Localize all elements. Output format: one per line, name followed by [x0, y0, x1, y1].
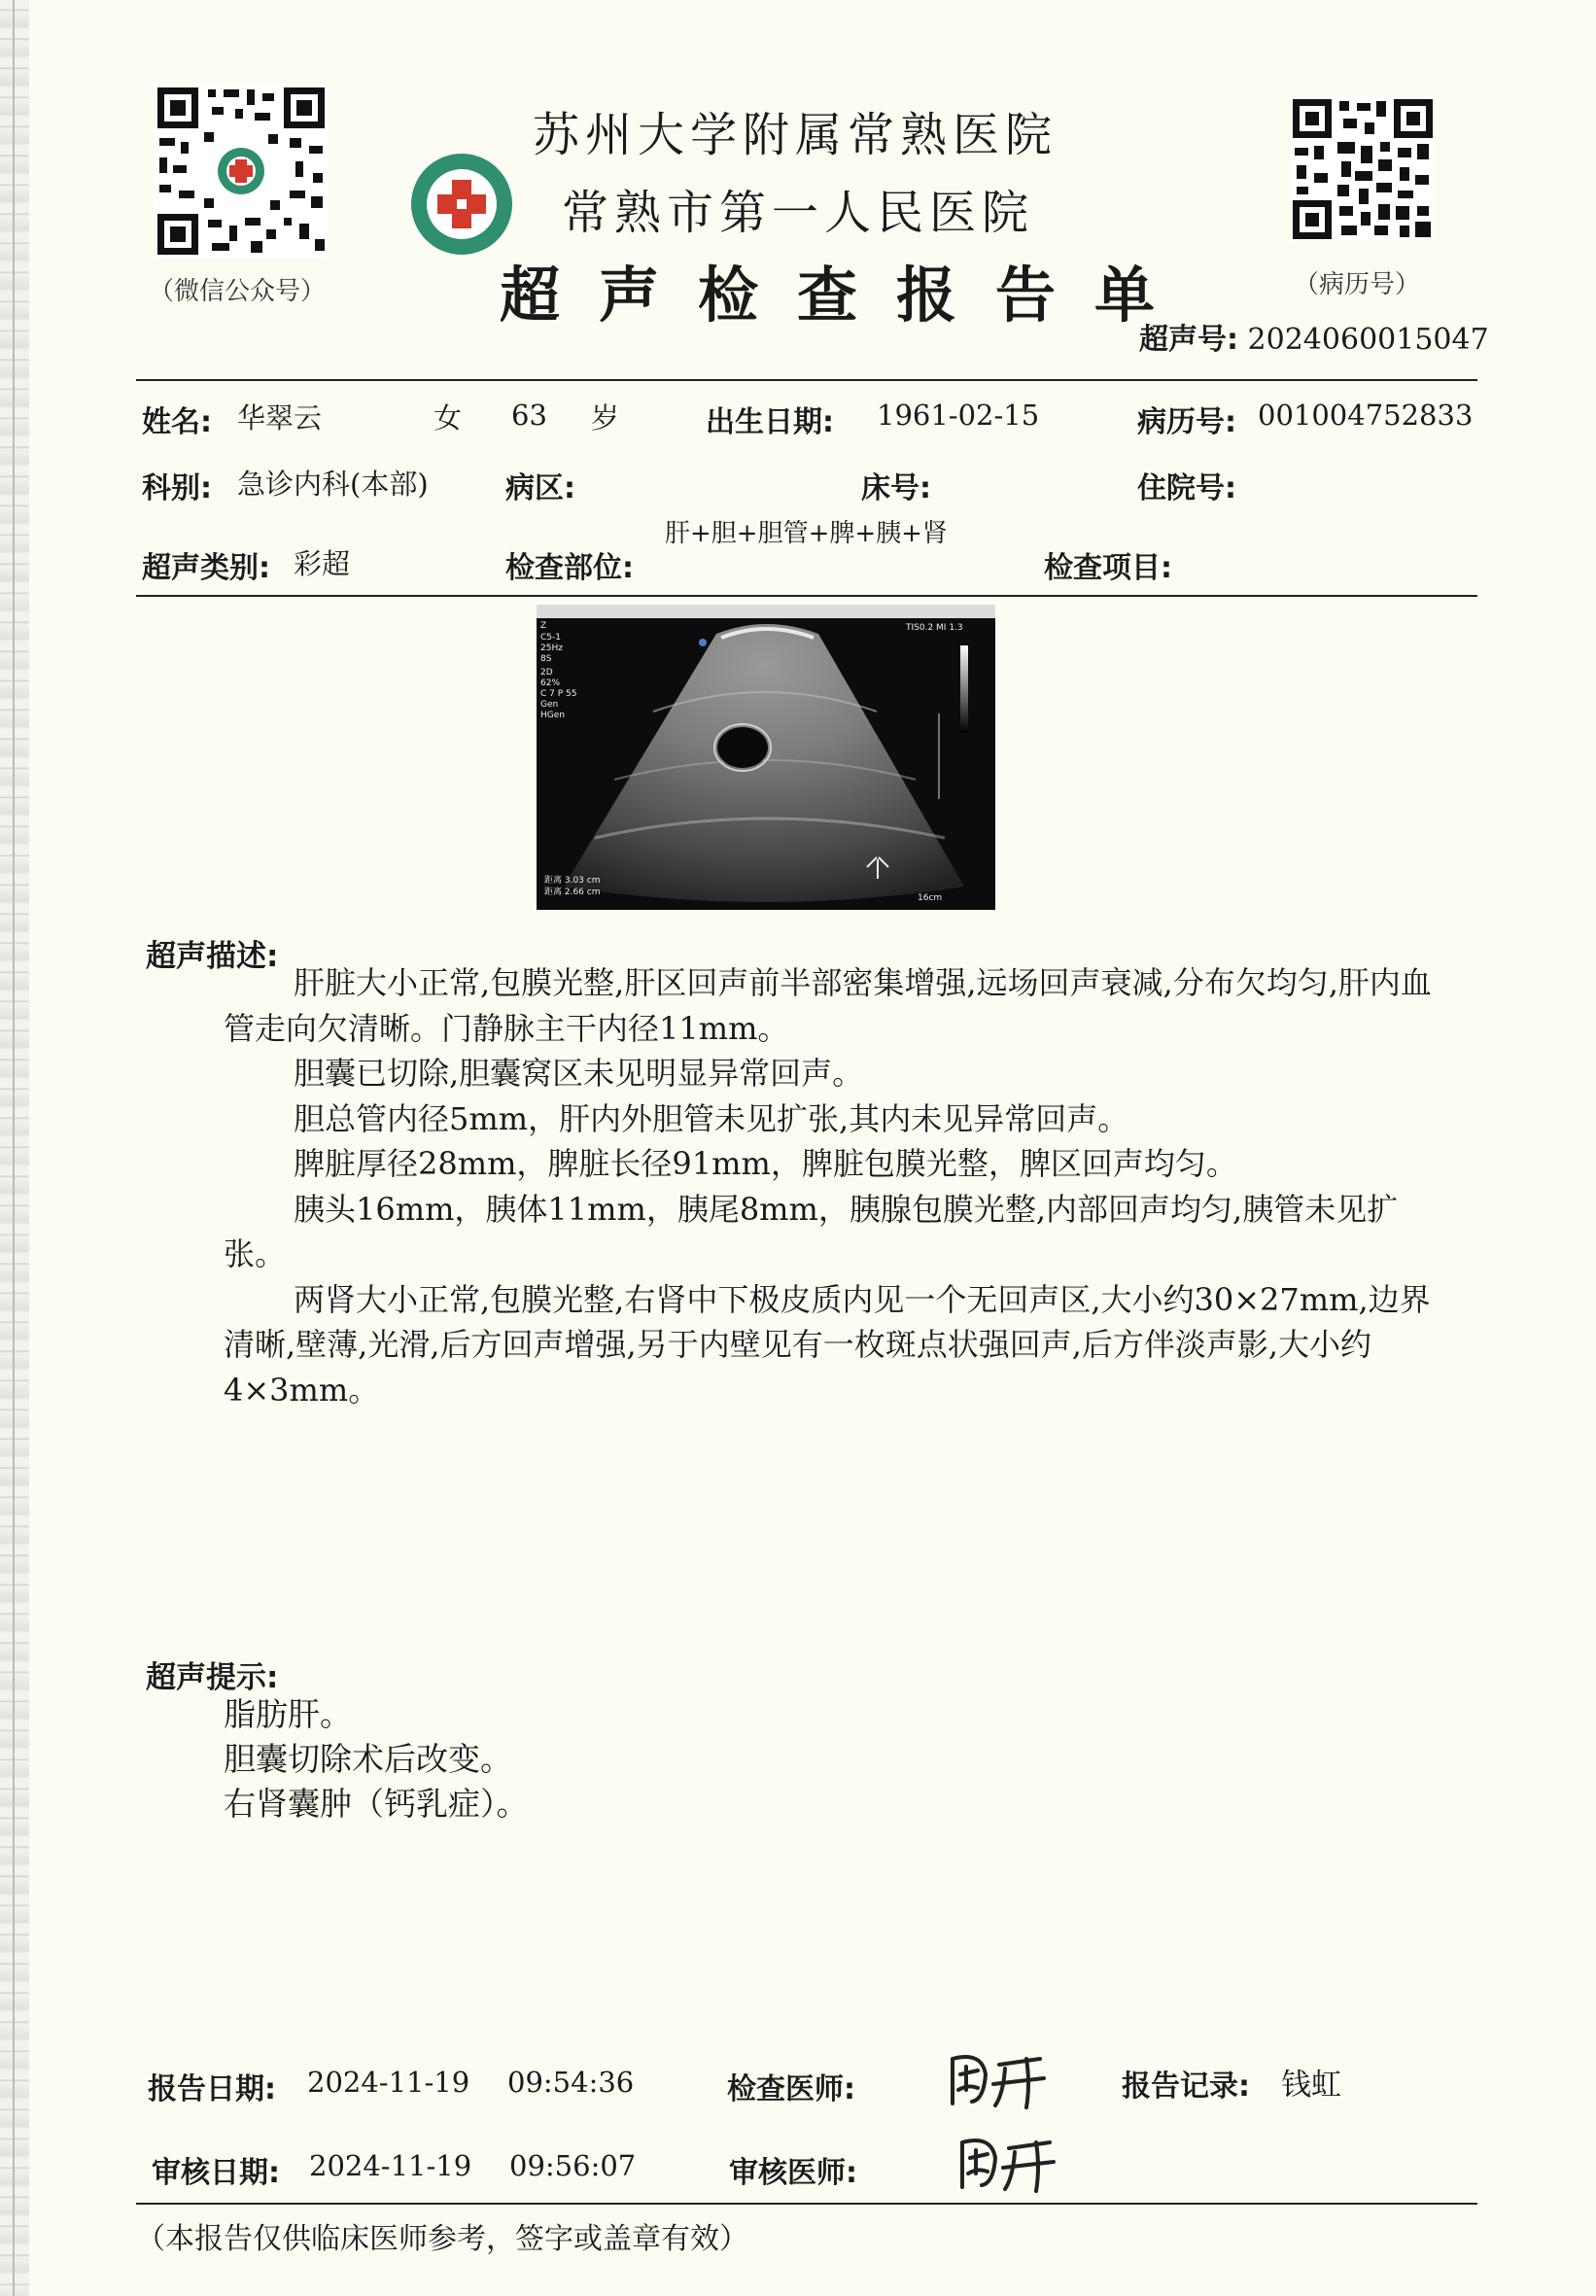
us-left-text-6: C 7 P 55	[540, 689, 577, 699]
ultrasound-type-label: 超声类别:	[142, 551, 270, 585]
report-title: 超声检查报告单	[500, 260, 1195, 330]
us-left-text-0: Z	[540, 621, 547, 631]
recorder: 钱虹	[1281, 2068, 1341, 2103]
qr-pattern-right	[1291, 97, 1435, 241]
patient-sex: 女	[434, 401, 463, 435]
exam-doctor-signature	[943, 2045, 1050, 2119]
us-left-text-7: Gen	[540, 700, 559, 710]
hospital-name-secondary: 常熟市第一人民医院	[562, 186, 1035, 240]
hospital-name-primary: 苏州大学附属常熟医院	[533, 108, 1058, 162]
bed-label: 床号:	[861, 471, 931, 505]
us-depth: 16cm	[918, 893, 943, 903]
ultrasound-scan	[537, 605, 995, 910]
description-paragraph: 两肾大小正常,包膜光整,右肾中下极皮质内见一个无回声区,大小约30×27mm,边界清晰,壁薄,光滑,后方回声增强,另于内壁见有一枚斑点状强回声,后方伴淡声影,大小约4×3mm。	[224, 1280, 1431, 1409]
qr-pattern-left	[154, 84, 329, 259]
description-paragraph: 胰头16mm，胰体11mm，胰尾8mm，胰腺包膜光整,内部回声均匀,胰管未见扩张。	[224, 1190, 1399, 1272]
us-left-text-5: 62%	[540, 678, 561, 688]
conclusion-item: 脂肪肝。	[224, 1695, 352, 1733]
ultrasound-number	[1139, 315, 1489, 358]
recorder-label: 报告记录:	[1122, 2070, 1250, 2104]
department: 急诊内科(本部)	[237, 468, 429, 501]
us-left-text-4: 2D	[540, 668, 553, 678]
review-doctor-label: 审核医师:	[729, 2156, 857, 2190]
description-paragraph: 肝脏大小正常,包膜光整,肝区回声前半部密集增强,远场回声衰减,分布欠均匀,肝内血管走向欠清晰。门静脉主干内径11mm。	[224, 964, 1432, 1047]
name-label: 姓名:	[142, 405, 212, 439]
description-paragraph: 脾脏厚径28mm，脾脏长径91mm，脾脏包膜光整，脾区回声均匀。	[294, 1145, 1237, 1182]
exam-item-label: 检查项目:	[1044, 551, 1172, 585]
us-left-text-3: 8S	[540, 654, 552, 664]
report-date: 2024-11-19	[307, 2066, 470, 2099]
exam-site: 肝+胆+胆管+脾+胰+肾	[665, 519, 948, 548]
wechat-qr-caption: （微信公众号）	[149, 277, 327, 306]
report-time: 09:54:36	[507, 2066, 635, 2099]
hospital-logo	[408, 151, 515, 258]
us-measurement-0: 距离 3.03 cm	[544, 876, 601, 886]
us-left-text-8: HGen	[540, 711, 565, 720]
us-top-text: TIS0.2 MI 1.3	[906, 623, 963, 633]
record-number: 001004752833	[1258, 399, 1474, 432]
record-qr-code	[1291, 97, 1435, 241]
patient-name: 华翠云	[237, 401, 323, 435]
header-top-rule	[136, 379, 1477, 381]
report-date-label: 报告日期:	[148, 2072, 276, 2106]
review-date: 2024-11-19	[309, 2149, 472, 2182]
header-bottom-rule	[136, 595, 1477, 597]
inpatient-number-label: 住院号:	[1137, 471, 1236, 505]
description-paragraph: 胆囊已切除,胆囊窝区未见明显异常回声。	[294, 1055, 864, 1092]
department-label: 科别:	[142, 471, 212, 505]
review-doctor-signature	[953, 2129, 1059, 2203]
record-number-label: 病历号:	[1137, 405, 1236, 439]
exam-doctor-label: 检查医师:	[727, 2072, 855, 2106]
scan-edge	[0, 0, 29, 2296]
disclaimer: （本报告仅供临床医师参考，签字或盖章有效）	[136, 2222, 748, 2256]
footer-rule	[136, 2203, 1477, 2205]
ultrasound-image	[537, 605, 995, 910]
record-qr-caption: （病历号）	[1294, 270, 1421, 299]
conclusion-title: 超声提示:	[146, 1660, 279, 1695]
conclusion-body	[224, 1692, 529, 1826]
review-time: 09:56:07	[509, 2149, 637, 2182]
review-date-label: 审核日期:	[152, 2156, 280, 2190]
scan-edge-line	[13, 0, 15, 2296]
ward-label: 病区:	[505, 471, 575, 505]
ultrasound-type: 彩超	[294, 547, 351, 580]
ultrasound-number-label: 超声号:	[1139, 323, 1238, 357]
ultrasound-number-value: 2024060015047	[1247, 323, 1489, 357]
us-left-text-2: 25Hz	[540, 644, 563, 653]
birth-date-label: 出生日期:	[706, 405, 834, 439]
description-title: 超声描述:	[146, 939, 279, 974]
description-paragraph: 胆总管内径5mm，肝内外胆管未见扩张,其内未见异常回声。	[294, 1099, 1129, 1137]
birth-date: 1961-02-15	[877, 399, 1040, 432]
us-left-text-1: C5-1	[540, 633, 561, 643]
description-body	[224, 960, 1460, 1412]
us-measurement-1: 距离 2.66 cm	[544, 887, 601, 897]
patient-age-unit: 岁	[591, 401, 620, 435]
patient-age: 63	[511, 399, 547, 432]
conclusion-item: 胆囊切除术后改变。	[224, 1740, 512, 1778]
wechat-qr-code	[154, 84, 329, 259]
conclusion-item: 右肾囊肿（钙乳症）。	[224, 1785, 529, 1823]
exam-site-label: 检查部位:	[505, 551, 634, 585]
